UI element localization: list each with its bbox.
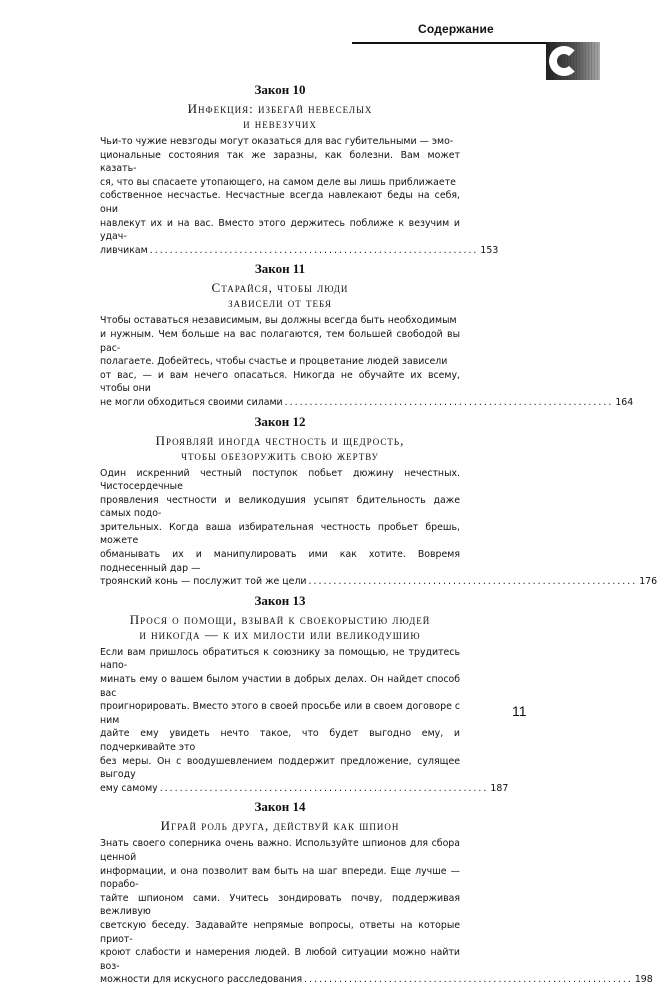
law-title: Старайся, чтобы люди зависели от тебя bbox=[211, 280, 349, 311]
law-title: Проявляй иногда честность и щедрость, чтобы обезоружить свою жертву bbox=[155, 432, 405, 463]
law-entry bbox=[100, 592, 509, 796]
law-description: Один искренний честный поступок побьет дюжину нечестных. Чистосердечные проявления честности и великодушия усыпят бдительность даже самых подо- зрительных. Когда ваша избирательная честность пробьет брешь, можете обманывать их и манипулировать ими как хотите. Вовремя поднесенный дар — троянский конь — послужит той же цели .................................................................. 176 bbox=[100, 467, 657, 588]
law-entry bbox=[100, 261, 634, 409]
page-reference[interactable]: 164 bbox=[615, 396, 634, 408]
law-title: Играй роль друга, действуй как шпион bbox=[160, 818, 400, 834]
page-reference[interactable]: 187 bbox=[490, 782, 509, 794]
page-header bbox=[0, 20, 600, 80]
contents-list bbox=[100, 82, 657, 991]
section-c-icon bbox=[546, 42, 600, 80]
page-reference[interactable]: 153 bbox=[480, 244, 499, 256]
page-number: 11 bbox=[512, 703, 527, 719]
law-number: Закон 11 bbox=[254, 261, 306, 277]
law-description: Чтобы оставаться независимым, вы должны всегда быть необходимым и нужным. Чем больше на вас полагаются, тем большей свободой вы рас- полагаете. Добейтесь, чтобы счастье и процветание людей зависели от вас, — и вам нечего опасаться. Никогда не обучайте их всему, чтобы они не могли обходиться своими силами .................................................................. 164 bbox=[100, 315, 634, 408]
law-title: Прося о помощи, взывай к своекорыстию людей и никогда — к их милости или великодушию bbox=[129, 611, 431, 642]
law-description: Если вам пришлось обратиться к союзнику за помощью, не трудитесь напо- минать ему о вашем былом участии в добрых делах. Он найдет способ вас проигнорировать. Вместо этого в своей просьбе или в своем договоре с ним дайте ему увидеть нечто такое, что будет выгодно ему, и подчеркивайте это без меры. Он с воодушевлением поддержит предложение, сулящее выгоду ему самому .................................................................. 187 bbox=[100, 646, 509, 794]
law-number: Закон 14 bbox=[254, 799, 306, 815]
section-title: Содержание bbox=[418, 22, 494, 36]
law-number: Закон 10 bbox=[254, 82, 306, 97]
law-description: Чьи-то чужие невзгоды могут оказаться для вас губительными — эмо- циональные состояния так же заразны, как болезни. Вам может казать- ся, что вы спасаете утопающего, на самом деле вы лишь приближаете собственное несчастье. Несчастные всегда навлекают беды на себя, они навлекут их и на вас. Вместо этого держитесь поближе к везучим и удач- ливчикам .................................................................. 153 bbox=[100, 136, 499, 256]
law-entry bbox=[100, 82, 499, 257]
law-number: Закон 12 bbox=[254, 413, 306, 429]
law-entry bbox=[100, 799, 653, 987]
law-number: Закон 13 bbox=[254, 592, 306, 608]
law-description: Знать своего соперника очень важно. Используйте шпионов для сбора ценной информации, и она позволит вам быть на шаг впереди. Еще лучше — порабо- тайте шпионом сами. Учитесь зондировать почву, поддерживая вежливую светскую беседу. Задавайте непрямые вопросы, ответы на которые приот- кроют слабости и намерения людей. В любой ситуации можно найти воз- можности для искусного расследования .................................................................. 198 bbox=[100, 838, 653, 986]
law-title: Инфекция: избегай невеселых и невезучих bbox=[187, 101, 373, 131]
law-entry bbox=[100, 413, 657, 589]
page-reference[interactable]: 198 bbox=[634, 974, 653, 986]
page-reference[interactable]: 176 bbox=[639, 576, 657, 588]
